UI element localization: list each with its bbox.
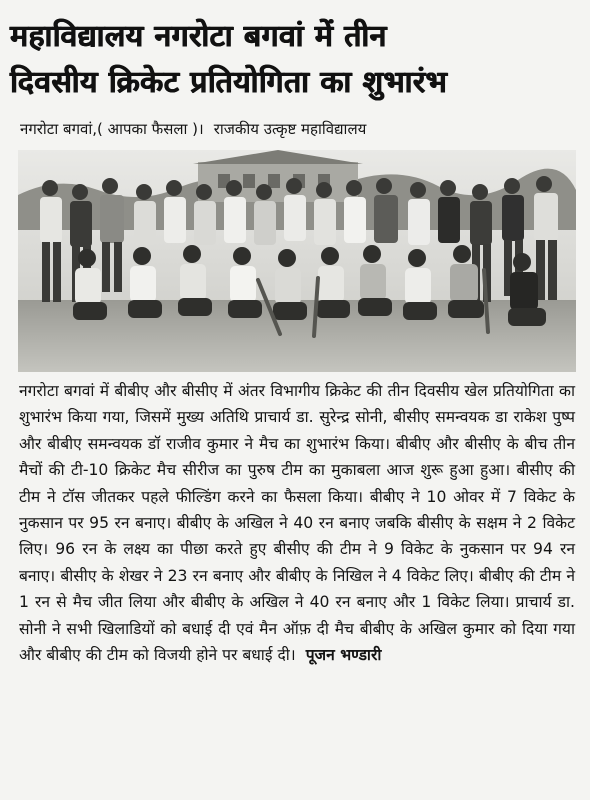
dateline-tail: राजकीय उत्कृष्ट महाविद्यालय [213,120,367,138]
byline: पूजन भण्डारी [305,646,382,665]
headline-line-2: दिवसीय क्रिकेट प्रतियोगिता का शुभारंभ [10,65,448,100]
headline [10,14,585,106]
team-photo [18,150,576,372]
dateline-place: नगरोटा बगवां,( आपका फैसला )। [20,120,204,138]
article-body [19,378,575,668]
dateline [20,118,580,140]
headline-line-1: महाविद्यालय नगरोटा बगवां में तीन [10,19,387,54]
article-body-text: नगरोटा बगवां में बीबीए और बीसीए में अंतर विभागीय क्रिकेट की तीन दिवसीय खेल प्रतियोगिता का शुभारंभ किया गया, जिसमें मुख्य अतिथि प्राचार्य डा. सुरेन्द्र सोनी, बीसीए समन्वयक डा राकेश पुष्प और बीबीए समन्वयक डॉ राजीव कुमार ने मैच का शुभारंभ किया। बीबीए और बीसीए के बीच तीन मैचों की टी-10 क्रिकेट मैच सीरीज का पुरुष टीम का मुकाबला आज शुरू हुआ हुआ। बीसीए की टीम ने टॉस जीतकर पहले फील्डिंग करने का फैसला किया। बीबीए ने 10 ओवर में 7 विकेट के नुकसान पर 95 रन बनाए। बीबीए के अखिल ने 40 रन बनाए जबकि बीसीए के सक्षम ने 2 विकेट लिए। 96 रन के लक्ष्य का पीछा करते हुए बीसीए की टीम ने 9 विकेट के नुकसान पर 94 रन बनाए। बीसीए के शेखर ने 23 रन बनाए और बीबीए के निखिल ने 4 विकेट लिए। बीबीए की टीम ने 1 रन से मैच जीत लिया और बीबीए के अखिल ने 40 रन बनाए और 1 विकेट लिया। प्राचार्य डा. सोनी ने सभी खिलाडियों को बधाई दी एवं मैन ऑफ़ दी मैच बीबीए के अखिल कुमार को दिया गया और बीबीए की टीम को विजयी होने पर बधाई दी। [19,382,575,665]
